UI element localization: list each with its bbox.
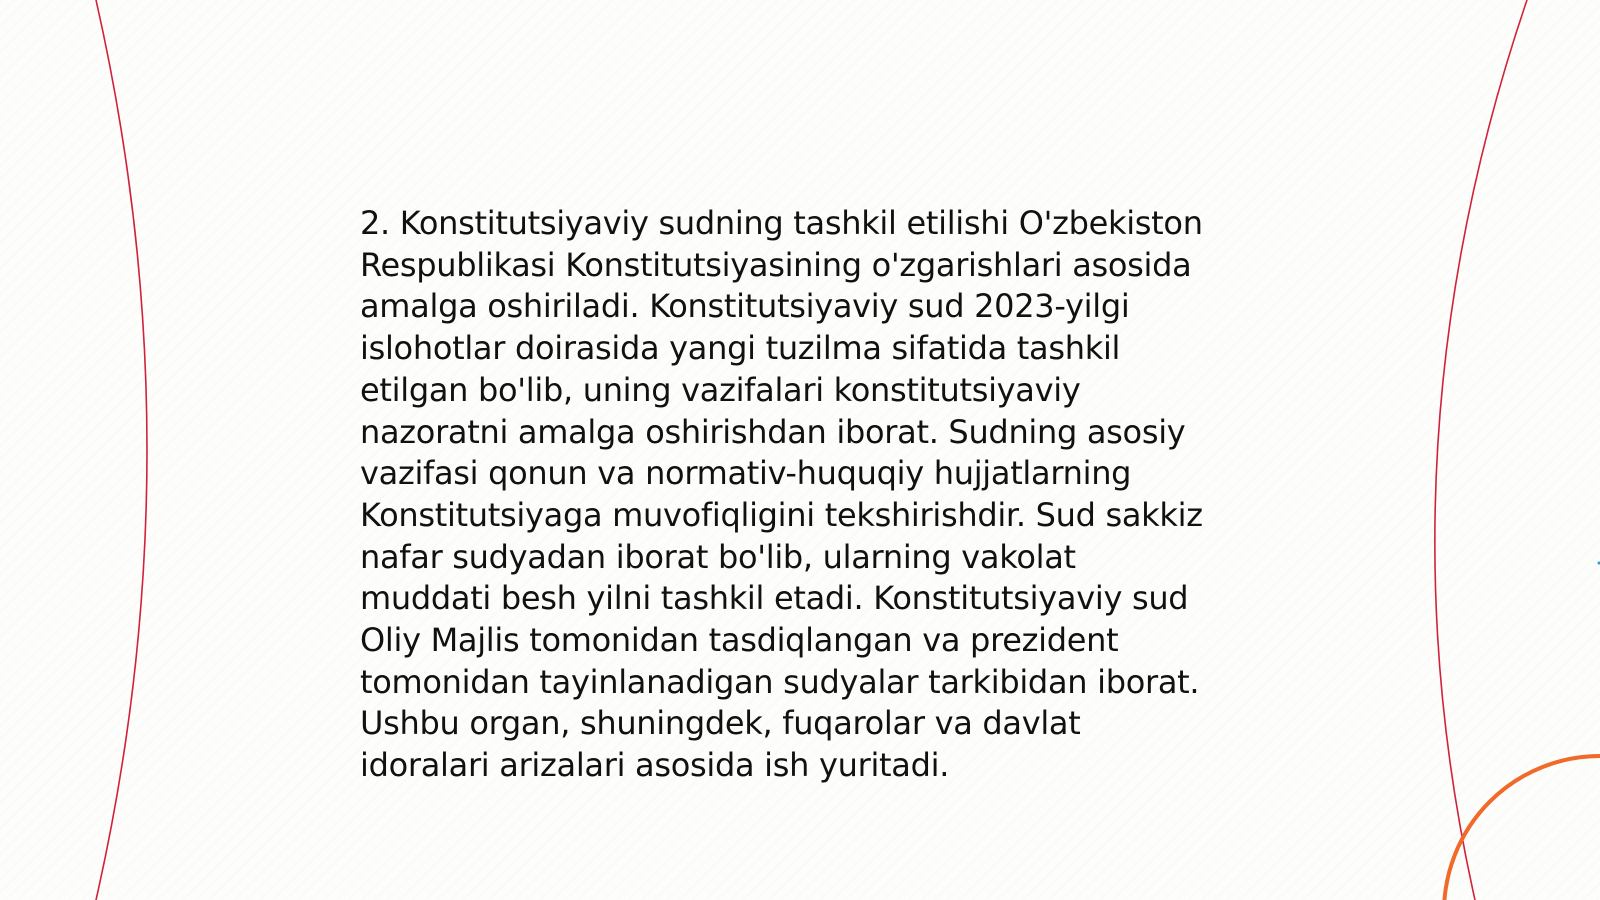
orange-circle-arc [1444,756,1600,900]
left-curve-line [96,0,147,900]
slide-body-text: 2. Konstitutsiyaviy sudning tashkil etilishi O'zbekiston Respublikasi Konstitutsiyasining o'zgarishlari asosida amalga oshiriladi. Konstitutsiyaviy sud 2023-yilgi islohotlar doirasida yangi tuzilma sifatida tashkil etilgan bo'lib, uning vazifalari konstitutsiyaviy nazoratni amalga oshirishdan iborat. Sudning asosiy vazifasi qonun va normativ-huquqiy hujjatlarning Konstitutsiyaga muvofiqligini tekshirishdir. Sud sakkiz nafar sudyadan iborat bo'lib, ularning vakolat muddati besh yilni tashkil etadi. Konstitutsiyaviy sud Oliy Majlis tomonidan tasdiqlangan va prezident tomonidan tayinlanadigan sudyalar tarkibidan iborat. Ushbu organ, shuningdek, fuqarolar va davlat idoralari arizalari asosida ish yuritadi. [360,204,1203,785]
right-curve-line [1435,0,1527,900]
